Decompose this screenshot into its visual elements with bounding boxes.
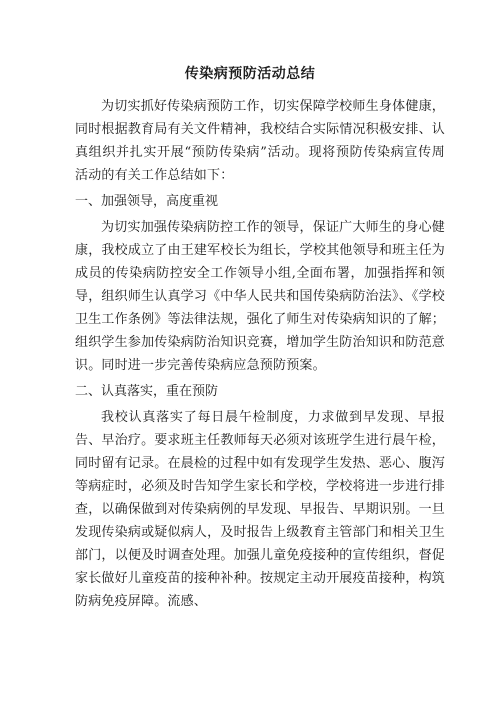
section-heading-1: 一、加强领导，高度重视 (75, 194, 219, 209)
section-2-paragraph: 我校认真落实了每日晨午检制度，力求做到早发现、早报告、早治疗。要求班主任教师每天必须对该班学生进行晨午检，同时留有记录。在晨检的过程中如有发现学生发热、恶心、腹泻等病症时，必须及时告知学生家长和学校，学校将进一步进行排查，以确保做到对传染病例的早发现、早报告、早期识别。一旦发现传染病或疑似病人，及时报告上级教育主管部门和相关卫生部门，以便及时调查处理。加强儿童免疫接种的宣传组织，督促家长做好儿童疫苗的接种补种。按规定主动开展疫苗接种，构筑防病免疫屏障。流感、 (75, 410, 445, 609)
intro-paragraph: 为切实抓好传染病预防工作，切实保障学校师生身体健康，同时根据教育局有关文件精神，我校结合实际情况积极安排、认真组织并扎实开展“预防传染病”活动。现将预防传染病宣传周活动的有关工作总结如下： (75, 99, 445, 183)
document-title: 传染病预防活动总结 (184, 66, 316, 82)
section-1-paragraph: 为切实加强传染病防控工作的领导，保证广大师生的身心健康，我校成立了由王建军校长为组长，学校其他领导和班主任为成员的传染病防控安全工作领导小组,全面布署，加强指挥和领导，组织师生认真学习《中华人民共和国传染病防治法》、《学校卫生工作条例》等法律法规，强化了师生对传染病知识的了解；组织学生参加传染病防治知识竞赛，增加学生防治知识和防范意识。同时进一步完善传染病应急预防预案。 (75, 220, 445, 373)
document-body (75, 95, 445, 613)
section-heading-2: 二、认真落实，重在预防 (75, 384, 219, 399)
